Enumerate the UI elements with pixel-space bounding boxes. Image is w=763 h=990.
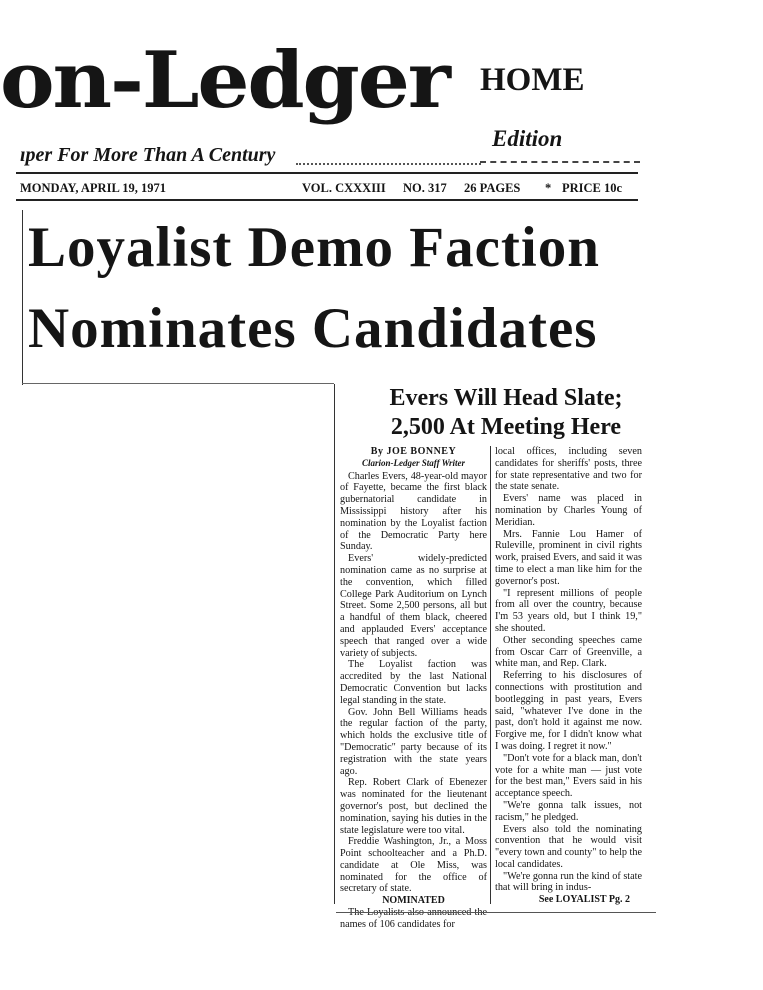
section-subhead: NOMINATED bbox=[382, 895, 445, 907]
price-bullet: * bbox=[545, 181, 552, 195]
article-paragraph: Charles Evers, 48-year-old mayor of Fayette, became the first black gubernatorial candidate in Mississippi history after his nomination by the Loyalist faction of the Democratic Party here Sunday. bbox=[340, 470, 487, 553]
article-paragraph: Mrs. Fannie Lou Hamer of Ruleville, prominent in civil rights work, praised Evers, and said it was time to elect a man like him for the governor's post. bbox=[495, 528, 642, 587]
edition-label-home: HOME bbox=[480, 62, 585, 98]
subhead-line-2: 2,500 At Meeting Here bbox=[390, 414, 622, 440]
article-paragraph: Evers' widely-predicted nomination came as no surprise at the convention, which filled College Park Auditorium on Lynch Street. Some 2,500 persons, all but a handful of them black, cheered and applauded Evers' acceptance speech that ranged over a wide variety of subjects. bbox=[340, 553, 487, 659]
article-paragraph: "I represent millions of people from all over the country, because I'm 53 years old, but I think 19," she shouted. bbox=[495, 587, 642, 634]
article-paragraph: Evers also told the nominating convention that he would visit "every town and county" to help the local candidates. bbox=[495, 823, 642, 870]
volume: VOL. CXXXIII bbox=[302, 181, 386, 195]
nameplate: on-Ledger bbox=[0, 35, 449, 126]
top-rule bbox=[16, 172, 638, 174]
article-paragraph: Other seconding speeches came from Oscar Carr of Greenville, a white man, and Rep. Clark. bbox=[495, 634, 642, 670]
headline-line-1: Loyalist Demo Faction bbox=[28, 216, 600, 279]
column-divider bbox=[490, 446, 491, 904]
headline-line-2: Nominates Candidates bbox=[28, 297, 598, 360]
price: PRICE 10c bbox=[562, 181, 623, 195]
article-paragraph: The Loyalist faction was accredited by the last National Democratic Convention but lacks legal standing in the state. bbox=[340, 659, 487, 706]
article-paragraph: Rep. Robert Clark of Ebenezer was nominated for the lieutenant governor's post, but declined the nomination, saying his duties in the state legislature were too vital. bbox=[340, 777, 487, 836]
page-count: 26 PAGES bbox=[464, 181, 521, 195]
article-paragraph: Freddie Washington, Jr., a Moss Point schoolteacher and a Ph.D. candidate at Ole Miss, was nominated for the office of secretary of state. bbox=[340, 836, 487, 895]
article-paragraph: "We're gonna run the kind of state that will bring in indus- bbox=[495, 870, 642, 894]
article-paragraph: "Don't vote for a black man, don't vote for a white man — just vote for the best man," Evers said in his acceptance speech. bbox=[495, 752, 642, 800]
article-paragraph: "We're gonna talk issues, not racism," he pledged. bbox=[495, 799, 642, 823]
subhead-line-1: Evers Will Head Slate; bbox=[389, 385, 623, 411]
article-column-2 bbox=[495, 446, 642, 906]
article-paragraph: Gov. John Bell Williams heads the regular faction of the party, which holds the exclusive title of "Democratic" party because of its registration with the state years ago. bbox=[340, 706, 487, 777]
article-paragraph: Referring to his disclosures of connections with prostitution and bootlegging in past years, Evers said, "whatever I've done in the past, don't hold it against me now. Forgive me, for I didn't know what I was doing. I regret it now." bbox=[495, 670, 642, 752]
article-paragraph: Evers' name was placed in nomination by Charles Young of Meridian. bbox=[495, 493, 642, 528]
article-bottom-rule bbox=[336, 912, 656, 913]
article-paragraph: names of 106 candidates for bbox=[340, 918, 455, 930]
edition-underline bbox=[480, 161, 640, 163]
tagline-rule bbox=[296, 163, 481, 165]
dateline-rule bbox=[16, 199, 638, 201]
article-column-1 bbox=[340, 446, 487, 931]
headline-bottom-rule bbox=[22, 383, 334, 384]
article-paragraph-continued: local offices, including seven candidates for sheriffs' posts, three for state representative and two for the state senate. bbox=[495, 446, 642, 493]
subhead-left-rule bbox=[334, 384, 335, 904]
byline-credit: Clarion-Ledger Staff Writer bbox=[361, 457, 465, 468]
headline-left-rule bbox=[22, 210, 23, 385]
issue-number: NO. 317 bbox=[403, 181, 447, 195]
issue-date: MONDAY, APRIL 19, 1971 bbox=[20, 181, 166, 195]
continued-on-link: See LOYALIST Pg. 2 bbox=[538, 894, 630, 906]
byline: By JOE BONNEY bbox=[370, 446, 457, 457]
tagline: ıper For More Than A Century bbox=[20, 144, 276, 166]
edition-label: Edition bbox=[492, 126, 563, 151]
